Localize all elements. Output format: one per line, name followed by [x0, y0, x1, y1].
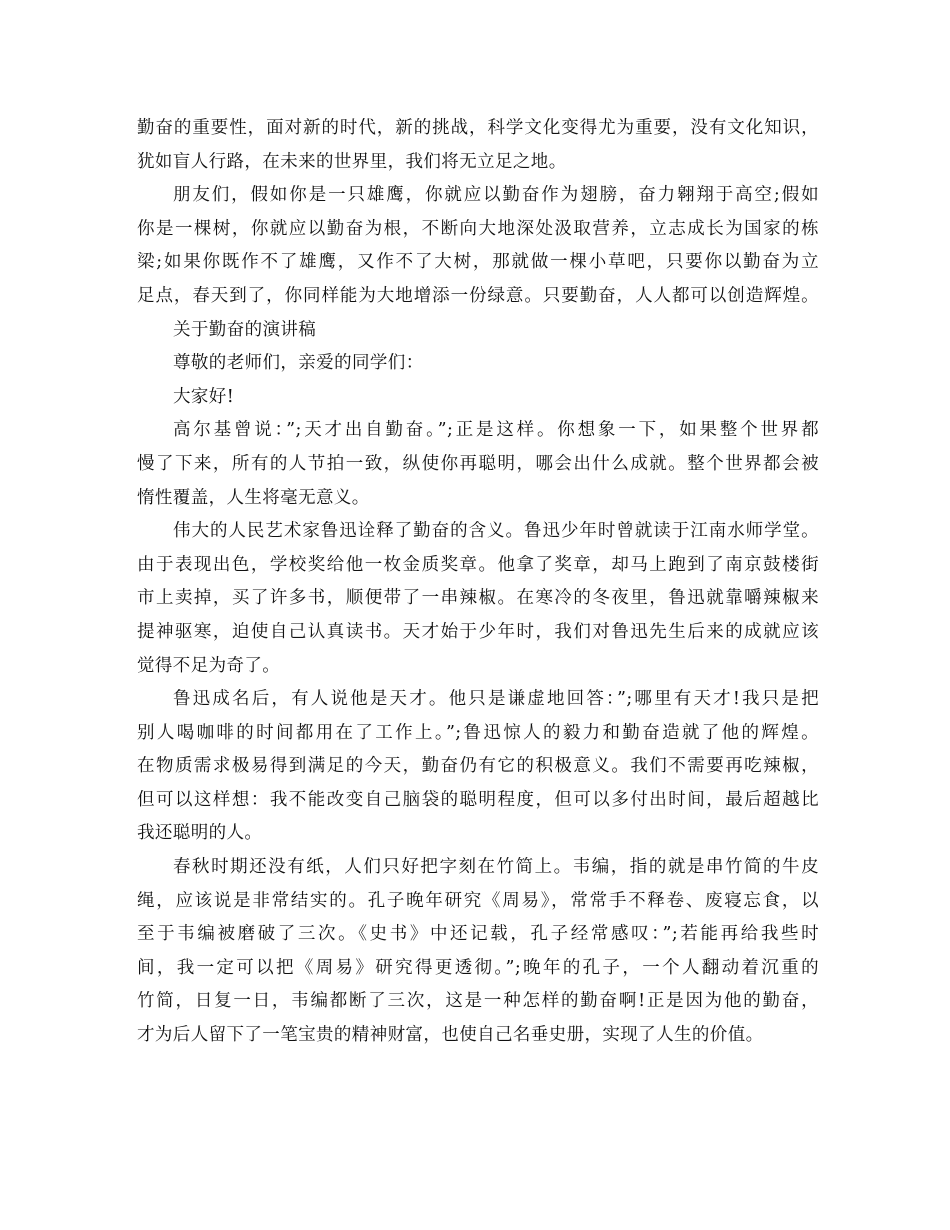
text-line: 你是一棵树，你就应以勤奋为根，不断向大地深处汲取营养，立志成长为国家的栋 — [137, 218, 819, 239]
text-line: 慢了下来，所有的人节拍一致，纵使你再聪明，哪会出什么成就。整个世界都会被 — [137, 453, 819, 474]
text-line: 觉得不足为奇了。 — [137, 655, 281, 676]
text-line: 梁;如果你既作不了雄鹰，又作不了大树，那就做一棵小草吧，只要你以勤奋为立 — [137, 252, 819, 273]
text-line: 关于勤奋的演讲稿 — [173, 319, 317, 340]
text-line: 在物质需求极易得到满足的今天，勤奋仍有它的积极意义。我们不需要再吃辣椒， — [137, 756, 819, 777]
text-line: 高尔基曾说：”;天才出自勤奋。”;正是这样。你想象一下，如果整个世界都 — [173, 420, 819, 441]
text-line: 间，我一定可以把《周易》研究得更透彻。”;晚年的孔子，一个人翻动着沉重的 — [137, 957, 819, 978]
text-line: 惰性覆盖，人生将毫无意义。 — [137, 487, 370, 508]
text-line: 尊敬的老师们，亲爱的同学们： — [173, 353, 424, 374]
text-line: 犹如盲人行路，在未来的世界里，我们将无立足之地。 — [137, 151, 567, 172]
text-line: 春秋时期还没有纸，人们只好把字刻在竹简上。韦编，指的就是串竹简的牛皮 — [173, 857, 819, 878]
text-line: 但可以这样想：我不能改变自己脑袋的聪明程度，但可以多付出时间，最后超越比 — [137, 789, 819, 810]
text-line: 别人喝咖啡的时间都用在了工作上。”;鲁迅惊人的毅力和勤奋造就了他的辉煌。 — [137, 722, 819, 743]
text-line: 竹简，日复一日，韦编都断了三次，这是一种怎样的勤奋啊!正是因为他的勤奋， — [137, 991, 819, 1012]
text-line: 大家好! — [173, 386, 235, 407]
text-line: 足点，春天到了，你同样能为大地增添一份绿意。只要勤奋，人人都可以创造辉煌。 — [137, 285, 819, 306]
text-line: 我还聪明的人。 — [137, 823, 263, 844]
text-line: 提神驱寒，迫使自己认真读书。天才始于少年时，我们对鲁迅先生后来的成就应该 — [137, 621, 819, 642]
document-body — [137, 112, 819, 1053]
text-line: 鲁迅成名后，有人说他是天才。他只是谦虚地回答：”;哪里有天才!我只是把 — [173, 689, 819, 710]
text-line: 由于表现出色，学校奖给他一枚金质奖章。他拿了奖章，却马上跑到了南京鼓楼街 — [137, 554, 819, 575]
text-line: 至于韦编被磨破了三次。《史书》中还记载，孔子经常感叹：”;若能再给我些时 — [137, 924, 819, 945]
text-line: 才为后人留下了一笔宝贵的精神财富，也使自己名垂史册，实现了人生的价值。 — [137, 1025, 764, 1046]
text-line: 伟大的人民艺术家鲁迅诠释了勤奋的含义。鲁迅少年时曾就读于江南水师学堂。 — [173, 521, 819, 542]
text-line: 朋友们，假如你是一只雄鹰，你就应以勤奋作为翅膀，奋力翱翔于高空;假如 — [173, 185, 819, 206]
text-line: 绳，应该说是非常结实的。孔子晚年研究《周易》，常常手不释卷、废寝忘食，以 — [137, 890, 819, 911]
text-line: 勤奋的重要性，面对新的时代，新的挑战，科学文化变得尤为重要，没有文化知识， — [137, 118, 819, 138]
text-line: 市上卖掉，买了许多书，顺便带了一串辣椒。在寒冷的冬夜里，鲁迅就靠嚼辣椒来 — [137, 588, 819, 609]
